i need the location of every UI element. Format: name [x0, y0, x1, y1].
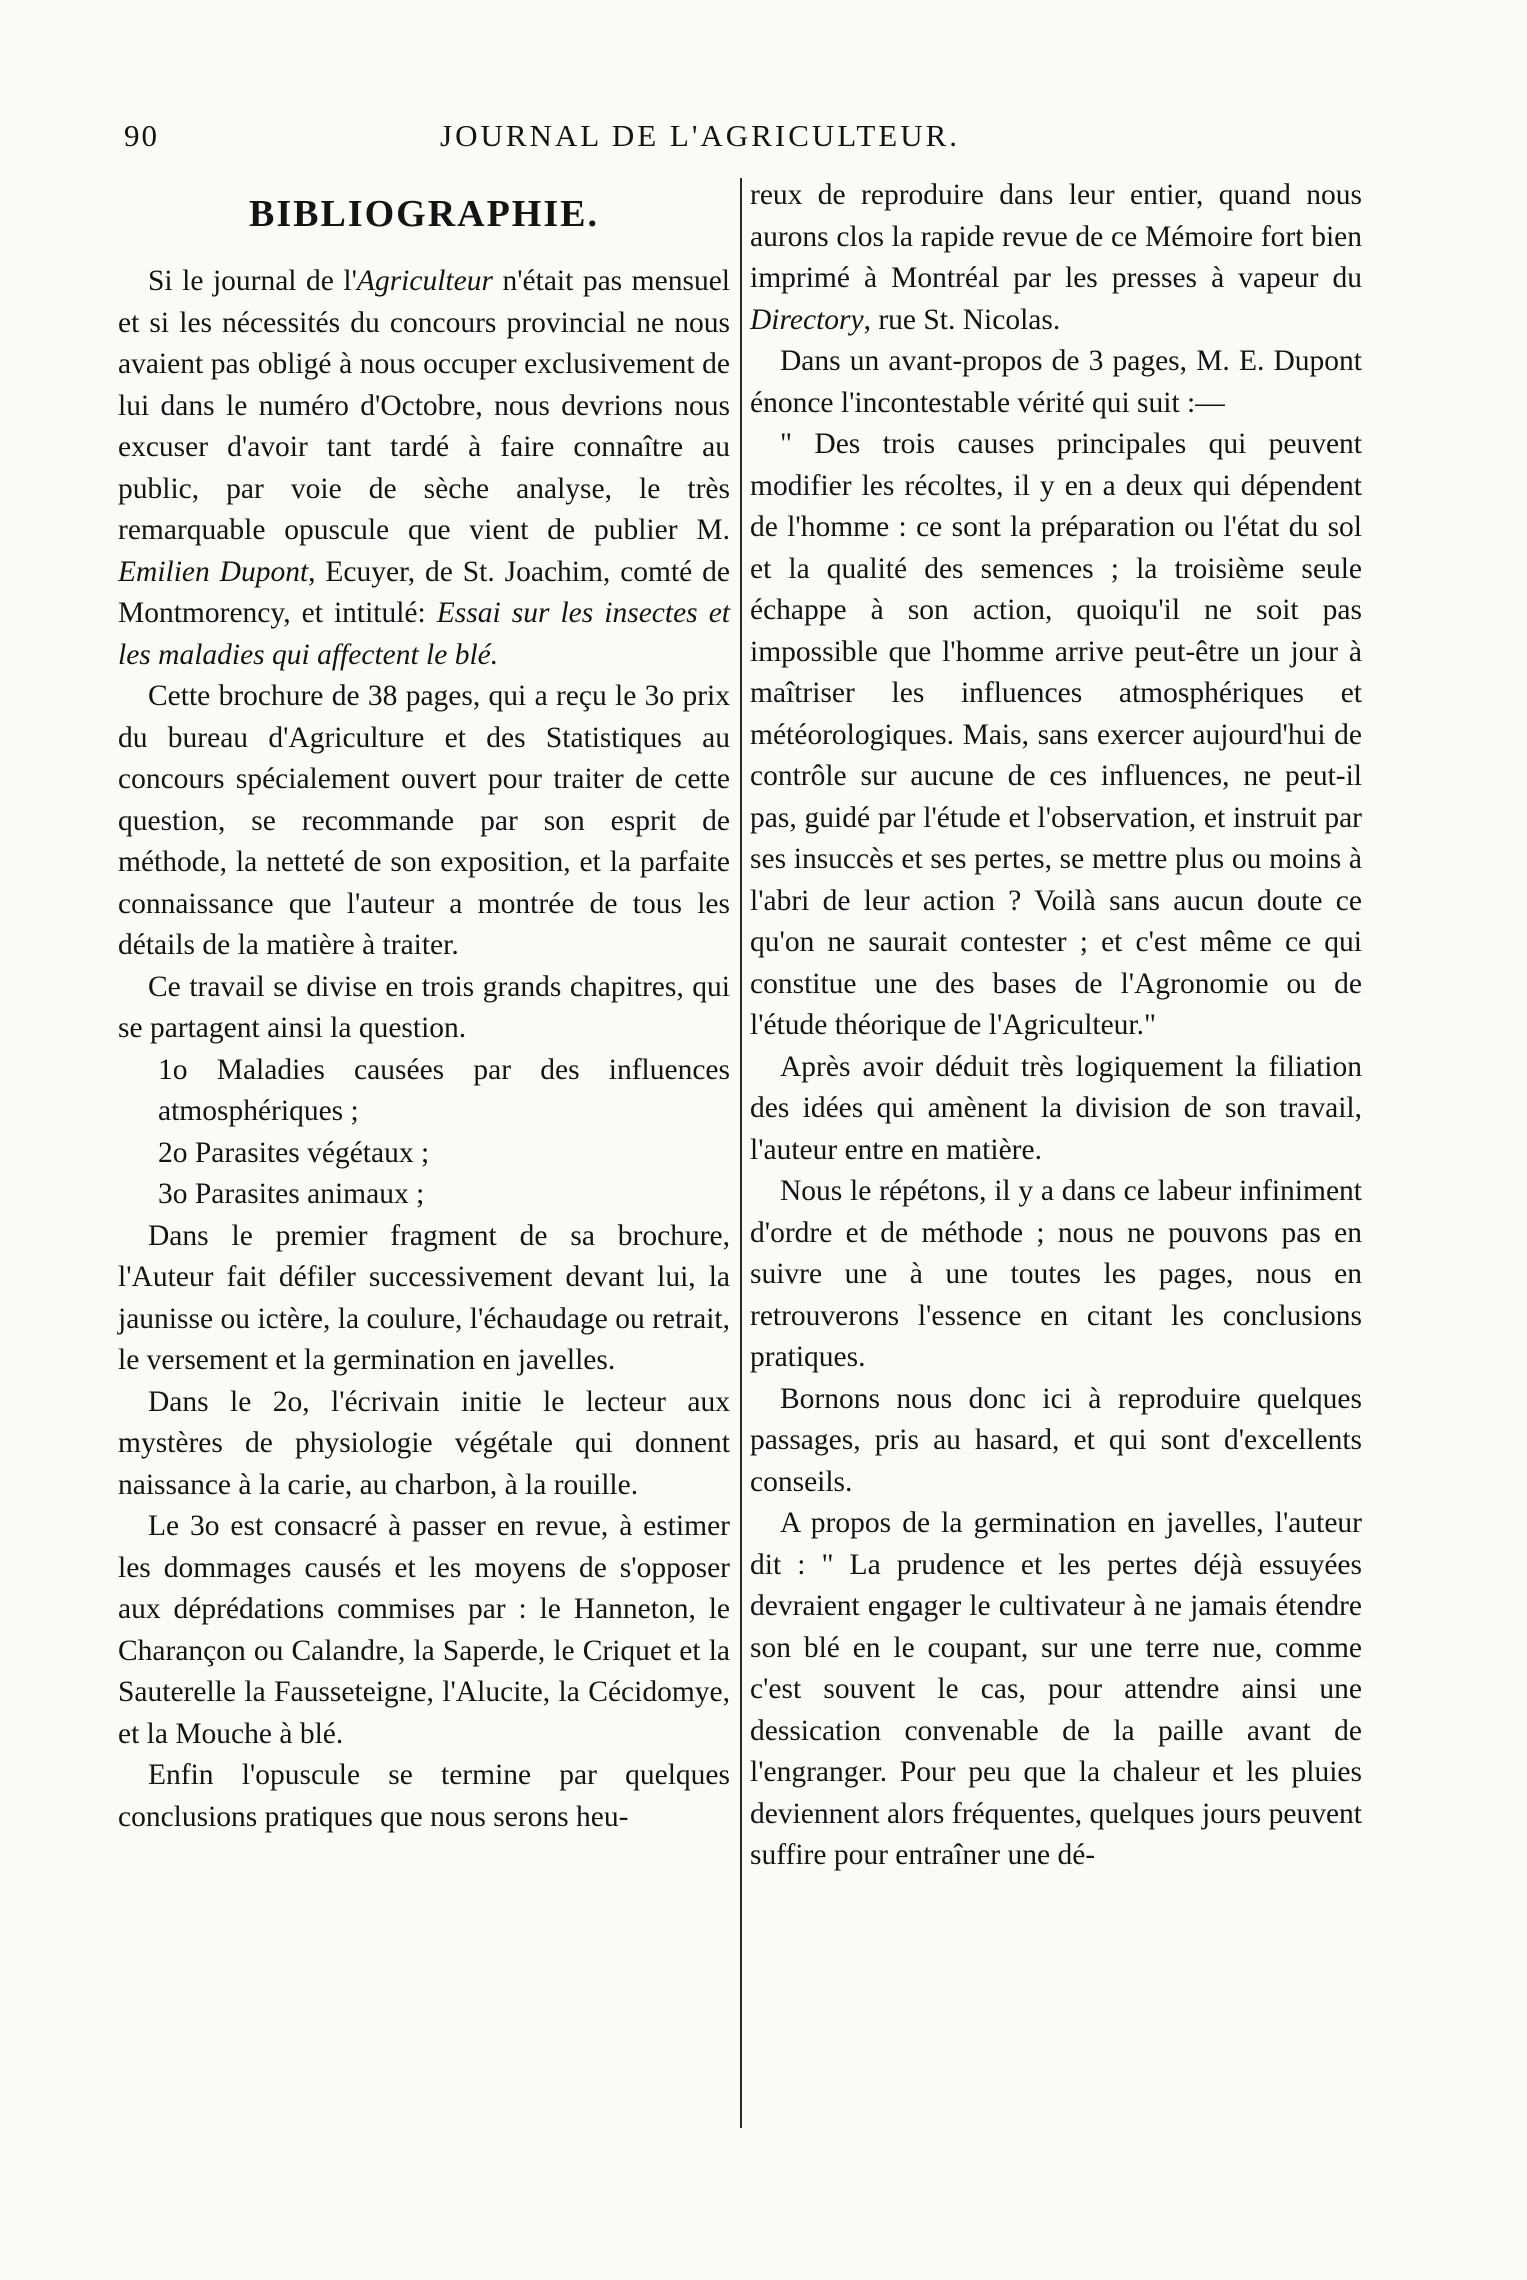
left-column: [118, 175, 730, 1838]
paragraph: Le 3o est consacré à passer en revue, à estimer les dommages causés et les moyens de s'opposer aux déprédations commises par : le Hanneton, le Charançon ou Calandre, la Saperde, le Criquet et la Sauterelle la Fausseteigne, l'Alucite, la Cécidomye, et la Mouche à blé.: [118, 1510, 730, 1750]
paragraph: Enfin l'opuscule se termine par quelques conclusions pratiques que nous serons heu-: [118, 1759, 730, 1833]
journal-title: JOURNAL DE L'AGRICULTEUR.: [440, 118, 961, 153]
column-divider: [740, 178, 742, 2128]
paragraph: Bornons nous donc ici à reproduire quelques passages, pris au hasard, et qui sont d'excellents conseils.: [750, 1382, 1362, 1498]
right-column: [750, 175, 1362, 1877]
page-number: 90: [124, 118, 159, 153]
paragraph: Dans le premier fragment de sa brochure, l'Auteur fait défiler successivement devant lui, la jaunisse ou ictère, la coulure, l'échaudage ou retrait, le versement et la germination en javelles.: [118, 1219, 730, 1376]
journal-name: Agriculteur: [356, 265, 493, 297]
paragraph: Après avoir déduit très logiquement la filiation des idées qui amènent la division de son travail, l'auteur entre en matière.: [750, 1050, 1362, 1166]
paragraph: Cette brochure de 38 pages, qui a reçu le 3o prix du bureau d'Agriculture et des Statistiques au concours spécialement ouvert pour traiter de cette question, se recommande par son esprit de méthode, la netteté de son exposition, et la parfaite connaissance que l'auteur a montrée de tous les détails de la matière à traiter.: [118, 680, 730, 961]
list-item: 3o Parasites animaux ;: [158, 1178, 425, 1210]
author-name: Emilien Dupont: [118, 555, 309, 588]
section-title: BIBLIOGRAPHIE.: [248, 193, 600, 235]
paragraph: Ce travail se divise en trois grands chapitres, qui se partagent ainsi la question.: [118, 970, 730, 1044]
paragraph: Dans le 2o, l'écrivain initie le lecteur aux mystères de physiologie végétale qui donnent naissance à la carie, au charbon, à la rouille.: [118, 1385, 730, 1501]
book-title: Essai sur les insectes et les maladies qui affectent le blé.: [118, 597, 730, 671]
publisher-name: Directory: [750, 303, 864, 336]
paragraph: Nous le répétons, il y a dans ce labeur infiniment d'ordre et de méthode ; nous ne pouvons pas en suivre une à une toutes les pages, nous en retrouverons l'essence en citant les conclusions pratiques.: [750, 1175, 1362, 1373]
list-item: 1o Maladies causées par des influences atmosphériques ;: [158, 1053, 730, 1127]
paragraph: Dans un avant-propos de 3 pages, M. E. Dupont énonce l'incontestable vérité qui suit :—: [750, 345, 1362, 419]
paragraph: Si le journal de l'Agriculteur n'était pas mensuel et si les nécessités du concours provincial ne nous avaient pas obligé à nous occuper exclusivement de lui dans le numéro d'Octobre, nous devrions nous excuser d'avoir tant tardé à faire connaître au public, par voie de sèche analyse, le très remarquable opuscule que vient de publier M. Emilien Dupont, Ecuyer, de St. Joachim, comté de Montmorency, et intitulé: Essai sur les insectes et les maladies qui affectent le blé.: [118, 265, 731, 671]
paragraph: A propos de la germination en javelles, l'auteur dit : " La prudence et les pertes déjà essuyées devraient engager le cultivateur à ne jamais étendre son blé en le coupant, sur une terre nue, comme c'est souvent le cas, pour attendre ainsi une dessication convenable de la paille avant de l'engranger. Pour peu que la chaleur et les pluies deviennent alors fréquentes, quelques jours peuvent suffire pour entraîner une dé-: [750, 1507, 1362, 1871]
running-head: [110, 118, 1370, 168]
quotation: " Des trois causes principales qui peuvent modifier les récoltes, il y en a deux qui dépendent de l'homme : ce sont la préparation ou l'état du sol et la qualité des semences ; la troisième seule échappe à son action, quoiqu'il ne soit pas impossible que l'homme arrive peut-être un jour à maîtriser les influences atmosphériques et météorologiques. Mais, sans exercer aujourd'hui de contrôle sur aucune de ces influences, ne peut-il pas, guidé par l'étude et l'observation, et instruit par ses insuccès et ses pertes, se mettre plus ou moins à l'abri de leur action ? Voilà sans aucun doute ce qu'on ne saurait contester ; et c'est même ce qui constitue une des bases de l'Agronomie ou de l'étude théorique de l'Agriculteur.": [750, 428, 1362, 1041]
list-item: 2o Parasites végétaux ;: [158, 1136, 430, 1169]
paragraph: reux de reproduire dans leur entier, quand nous aurons clos la rapide revue de ce Mémoire fort bien imprimé à Montréal par les presses à vapeur du Directory, rue St. Nicolas.: [750, 179, 1362, 336]
